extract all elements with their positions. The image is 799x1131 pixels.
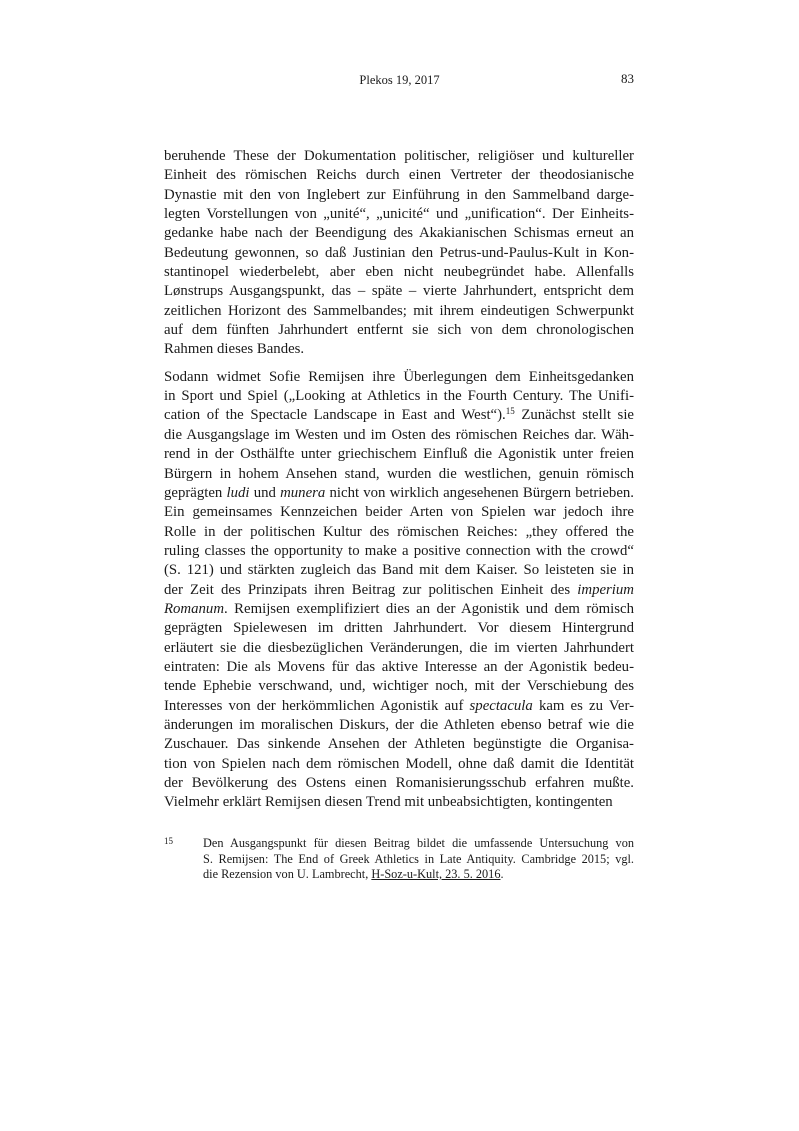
running-head: Plekos 19, 2017 bbox=[359, 73, 440, 87]
text-line bbox=[164, 224, 634, 243]
footnote-reference: 15 bbox=[505, 406, 515, 417]
text-segment: Rahmen dieses Bandes. bbox=[164, 341, 305, 358]
text-segment: Interesses von der herkömmlichen Agonistik auf bbox=[164, 697, 470, 714]
text-segment: stantinopel wiederbelebt, aber eben nicht neubegründet habe. Allenfalls bbox=[164, 264, 634, 281]
citation-link[interactable]: H-Soz-u-Kult, 23. 5. 2016 bbox=[371, 867, 501, 881]
text-segment: Bürgern in hohem Ansehen stand, wurden die westlichen, genuin römisch bbox=[164, 465, 634, 482]
text-segment: Zuschauer. Das sinkende Ansehen der Athleten begünstigte die Organisa- bbox=[164, 736, 634, 753]
text-line bbox=[164, 542, 634, 561]
italic-term: Romanum bbox=[164, 600, 225, 617]
text-segment: Dynastie mit den von Inglebert zur Einführung in den Sammelband darge- bbox=[164, 186, 634, 203]
text-line bbox=[164, 282, 634, 301]
text-line bbox=[164, 677, 634, 696]
text-line bbox=[164, 205, 634, 224]
text-line bbox=[164, 503, 634, 522]
text-segment: tende Ephebie verschwand, und, wichtiger noch, mit der Verschiebung des bbox=[164, 678, 634, 695]
text-segment: Lønstrups Ausgangspunkt, das – späte – vierte Jahrhundert, entspricht dem bbox=[164, 283, 634, 300]
text-segment: Zunächst stellt sie bbox=[514, 407, 634, 424]
text-line bbox=[164, 523, 634, 542]
italic-term: spectacula bbox=[469, 697, 533, 714]
text-line bbox=[164, 465, 634, 484]
text-segment: gedanke habe nach der Beendigung des Akakianischen Schismas erneut an bbox=[164, 225, 634, 242]
text-line bbox=[164, 484, 634, 503]
text-segment: legten Vorstellungen von „unité“, „unicité“ und „unification“. Der Einheits- bbox=[164, 206, 634, 223]
text-segment: . bbox=[500, 867, 504, 881]
text-segment: zeitlichen Horizont des Sammelbandes; mit ihrem eindeutigen Schwerpunkt bbox=[164, 302, 634, 319]
text-segment: und bbox=[249, 484, 281, 501]
text-segment: beruhende These der Dokumentation politischer, religiöser und kultureller bbox=[164, 148, 634, 164]
text-segment: geprägten Spielewesen im dritten Jahrhundert. Vor diesem Hintergrund bbox=[164, 620, 634, 637]
text-line bbox=[164, 581, 634, 600]
text-segment: die Ausgangslage im Westen und im Osten des römischen Reiches dar. Wäh- bbox=[164, 426, 634, 443]
text-segment: die Rezension von U. Lambrecht, bbox=[203, 867, 372, 881]
text-line bbox=[164, 426, 634, 445]
text-segment: Den Ausgangspunkt für diesen Beitrag bildet die umfassende Untersuchung von bbox=[203, 836, 634, 850]
text-segment: der Zeit des Prinzipats ihren Beitrag zur politischen Einheit des bbox=[164, 581, 578, 598]
footnote-number: 15 bbox=[164, 836, 173, 846]
text-line bbox=[164, 368, 634, 387]
text-line bbox=[164, 755, 634, 774]
italic-term: munera bbox=[280, 484, 326, 501]
text-line bbox=[164, 321, 634, 340]
text-line bbox=[164, 387, 634, 406]
text-line bbox=[164, 147, 634, 166]
text-segment: cation of the Spectacle Landscape in East and West“). bbox=[164, 407, 506, 424]
text-segment: änderungen im moralischen Diskurs, der die Athleten ebenso betraf wie die bbox=[164, 716, 634, 733]
text-segment: nicht von wirklich angesehenen Bürgern betrieben. bbox=[325, 484, 634, 501]
italic-term: imperium bbox=[577, 581, 634, 598]
text-line bbox=[203, 836, 634, 852]
text-line bbox=[164, 697, 634, 716]
text-line bbox=[164, 302, 634, 321]
text-segment: eintraten: Die als Movens für das aktive Interesse an der Agonistik bedeu- bbox=[164, 658, 634, 675]
text-segment: Bedeutung gewonnen, so daß Justinian den Petrus-und-Paulus-Kult in Kon- bbox=[164, 244, 634, 261]
text-segment: rend in der Osthälfte unter griechischem Einfluß die Agonistik unter freien bbox=[164, 446, 634, 463]
text-line bbox=[164, 716, 634, 735]
text-segment: S. Remijsen: The End of Greek Athletics in Late Antiquity. Cambridge 2015; vgl. bbox=[203, 851, 634, 866]
text-line bbox=[164, 658, 634, 677]
text-line bbox=[164, 406, 634, 425]
italic-term: ludi bbox=[226, 484, 250, 501]
text-segment: in Sport und Spiel („Looking at Athletics in the Fourth Century. The Unifi- bbox=[164, 388, 634, 405]
text-segment: Sodann widmet Sofie Remijsen ihre Überlegungen dem Einheitsgedanken bbox=[164, 368, 634, 385]
text-segment: geprägten bbox=[164, 484, 227, 501]
text-segment: tion von Spielen nach dem römischen Modell, ohne daß damit die Identität bbox=[164, 755, 634, 772]
text-segment: ruling classes the opportunity to make a positive connection with the crowd“ bbox=[164, 542, 634, 559]
text-line bbox=[164, 166, 634, 185]
paragraph bbox=[164, 368, 634, 813]
page-number: 83 bbox=[621, 71, 634, 86]
text-segment: auf dem fünften Jahrhundert entfernt sie sich von dem chronologischen bbox=[164, 322, 634, 339]
text-segment: erläutert sie die diesbezüglichen Veränderungen, die im vierten Jahrhundert bbox=[164, 639, 634, 656]
body-text bbox=[164, 147, 634, 821]
text-line bbox=[164, 735, 634, 754]
text-line bbox=[164, 445, 634, 464]
text-line bbox=[164, 561, 634, 580]
text-line bbox=[164, 600, 634, 619]
text-segment: Rolle in der politischen Kultur des römischen Reiches: „they offered the bbox=[164, 523, 634, 540]
text-line bbox=[164, 793, 634, 812]
text-segment: Ein gemeinsames Kennzeichen beider Arten von Spielen war jedoch ihre bbox=[164, 504, 634, 521]
text-segment: Einheit des römischen Reichs durch einen Vertreter der theodosianische bbox=[164, 167, 634, 184]
text-segment: kam es zu Ver- bbox=[532, 697, 634, 714]
text-line bbox=[164, 774, 634, 793]
text-line bbox=[203, 867, 634, 883]
footnote-text bbox=[203, 836, 634, 883]
text-line bbox=[164, 186, 634, 205]
text-segment: Vielmehr erklärt Remijsen diesen Trend mit unbeabsichtigten, kontingenten bbox=[164, 794, 613, 811]
text-segment: (S. 121) und stärkten zugleich das Band mit dem Kaiser. So leisteten sie in bbox=[164, 562, 634, 579]
text-line bbox=[164, 263, 634, 282]
text-line bbox=[164, 244, 634, 263]
text-line bbox=[164, 639, 634, 658]
text-line bbox=[164, 340, 634, 359]
paragraph bbox=[164, 147, 634, 360]
text-line bbox=[203, 852, 634, 868]
text-segment: . Remijsen exemplifiziert dies an der Agonistik und dem römisch bbox=[224, 600, 634, 617]
text-line bbox=[164, 619, 634, 638]
text-segment: der Bevölkerung des Ostens einen Romanisierungsschub erfahren mußte. bbox=[164, 775, 634, 791]
